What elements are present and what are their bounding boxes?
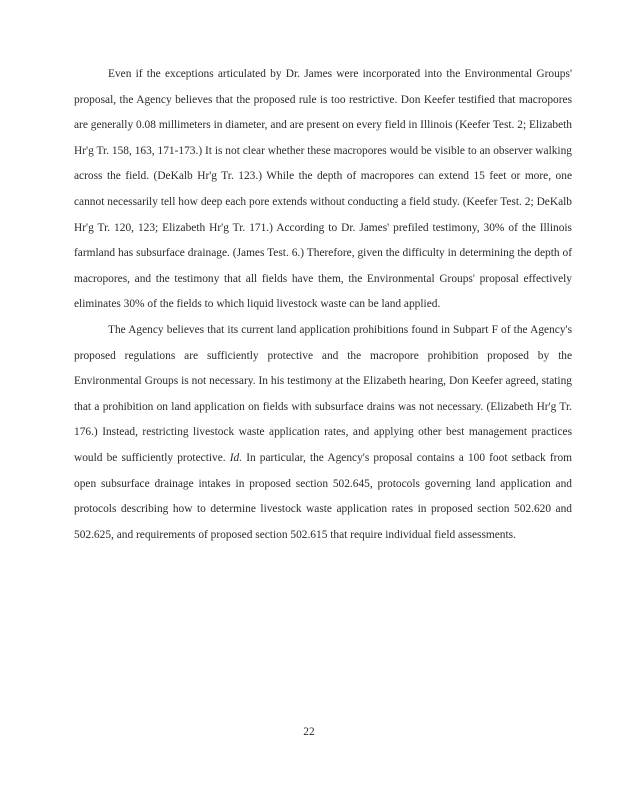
paragraph-2-tail: In particular, the Agency's proposal contains a 100 foot setback from open subsurface drainage intakes in proposed section 502.645, protocols governing land application and protocols describing how to determine livestock waste application rates in proposed section 502.620 and 502.625, and requirements of proposed section 502.615 that require individual field assessments. bbox=[74, 451, 573, 541]
paragraph-2 bbox=[74, 318, 572, 548]
page-number: 22 bbox=[303, 726, 315, 738]
id-citation: Id. bbox=[229, 451, 243, 464]
paragraph-1: Even if the exceptions articulated by Dr. James were incorporated into the Environmental Groups' proposal, the Agency believes that the proposed rule is too restrictive. Don Keefer testified that macropores are generally 0.08 millimeters in diameter, and are present on every field in Illinois (Keefer Test. 2; Elizabeth Hr'g Tr. 158, 163, 171-173.) It is not clear whether these macropores would be visible to an observer walking across the field. (DeKalb Hr'g Tr. 123.) While the depth of macropores can extend 15 feet or more, one cannot necessarily tell how deep each pore extends without conducting a field study. (Keefer Test. 2; DeKalb Hr'g Tr. 120, 123; Elizabeth Hr'g Tr. 171.) According to Dr. James' prefiled testimony, 30% of the Illinois farmland has subsurface drainage. (James Test. 6.) Therefore, given the difficulty in determining the depth of macropores, and the testimony that all fields have them, the Environmental Groups' proposal effectively eliminates 30% of the fields to which liquid livestock waste can be land applied. bbox=[74, 68, 572, 311]
body-text bbox=[74, 62, 572, 548]
paragraph-2-text: The Agency believes that its current land application prohibitions found in Subpart F of the Agency's proposed regulations are sufficiently protective and the macropore prohibition proposed by the Environmental Groups is not necessary. In his testimony at the Elizabeth hearing, Don Keefer agreed, stating that a prohibition on land application on fields with subsurface drains was not necessary. (Elizabeth Hr'g Tr. 176.) Instead, restricting livestock waste application rates, and applying other best management practices would be sufficiently protective. bbox=[74, 323, 572, 464]
